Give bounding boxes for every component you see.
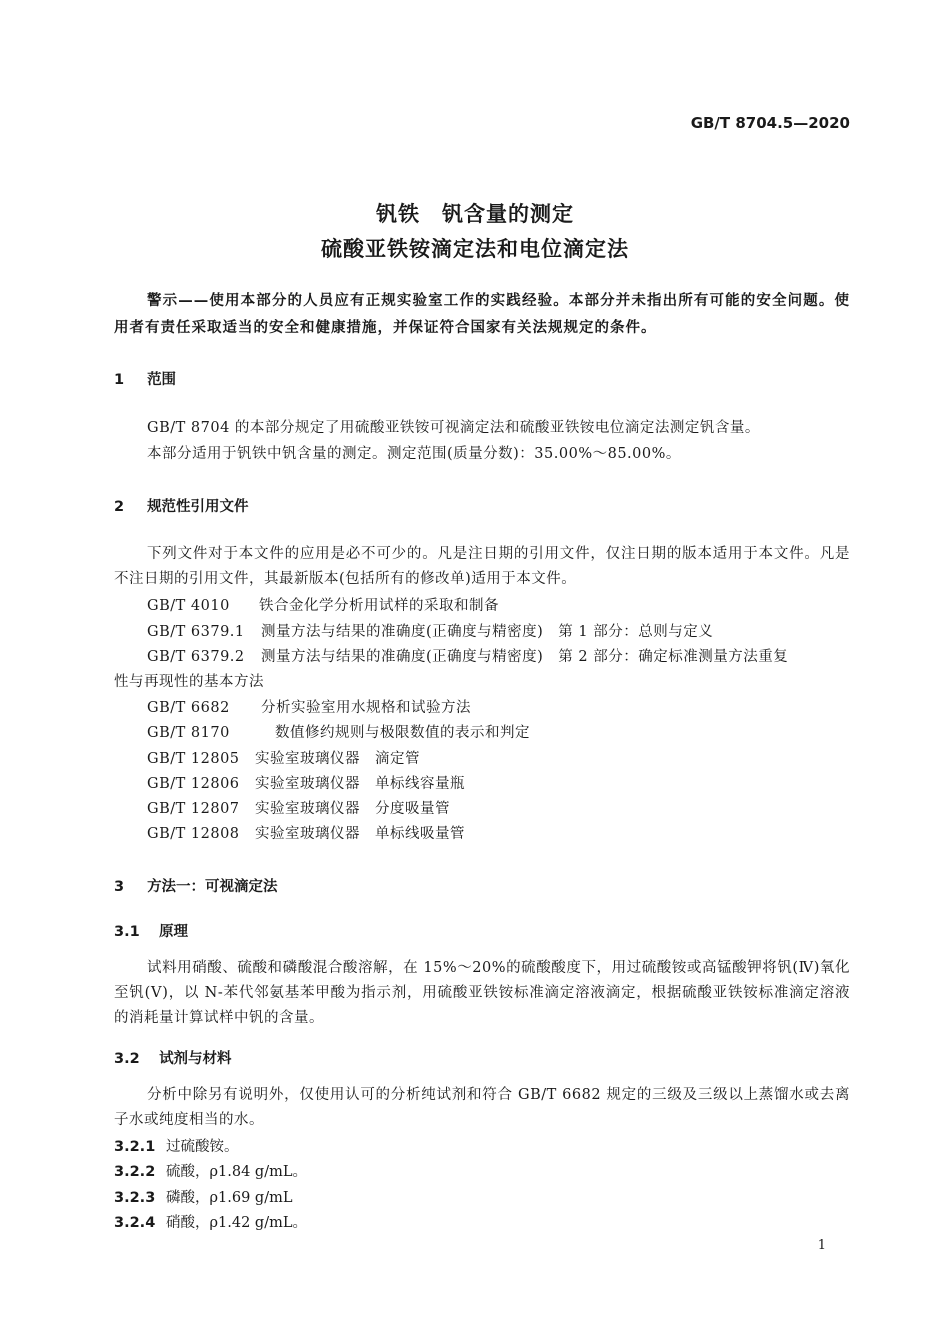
item-text: 硫酸，ρ1.84 g/mL。 xyxy=(166,1164,307,1180)
reagent-item xyxy=(114,1135,239,1156)
reference-item xyxy=(147,696,471,717)
reference-item xyxy=(147,721,530,742)
reference-title: 数值修约规则与极限数值的表示和判定 xyxy=(275,725,530,741)
section-number: 3 xyxy=(114,879,125,895)
section-1-heading xyxy=(114,368,176,389)
reference-code: GB/T 12807 xyxy=(147,801,240,817)
reference-code: GB/T 6682 xyxy=(147,700,230,716)
reference-item xyxy=(147,822,465,843)
reference-title: 实验室玻璃仪器 分度吸量管 xyxy=(255,801,450,817)
reference-item xyxy=(147,797,450,818)
scope-paragraph-2: 本部分适用于钒铁中钒含量的测定。测定范围(质量分数)：35.00%～85.00%。 xyxy=(147,446,681,462)
principle-paragraph: 试料用硝酸、硫酸和磷酸混合酸溶解，在 15%～20%的硫酸酸度下，用过硫酸铵或高锰酸钾将钒(Ⅳ)氧化至钒(Ⅴ)，以 N-苯代邻氨基苯甲酸为指示剂，用硫酸亚铁铵标准滴定溶液滴定，根据硫酸亚铁铵标准滴定溶液的消耗量计算试样中钒的含量。 xyxy=(114,960,850,1026)
section-title: 范围 xyxy=(147,372,177,388)
item-number: 3.2.3 xyxy=(114,1190,156,1206)
reference-title: 测量方法与结果的准确度(正确度与精密度) 第 1 部分：总则与定义 xyxy=(261,624,714,640)
reference-title: 实验室玻璃仪器 单标线容量瓶 xyxy=(255,776,465,792)
reference-code: GB/T 4010 xyxy=(147,598,230,614)
reference-title: 实验室玻璃仪器 滴定管 xyxy=(255,751,420,767)
reference-code: GB/T 8170 xyxy=(147,725,230,741)
reference-item xyxy=(147,620,713,641)
reagent-item xyxy=(114,1186,292,1207)
section-2-heading xyxy=(114,495,249,516)
reference-item-continuation: 性与再现性的基本方法 xyxy=(114,674,264,690)
item-number: 3.2.4 xyxy=(114,1215,156,1231)
section-number: 3.1 xyxy=(114,924,140,940)
section-number: 2 xyxy=(114,499,125,515)
reference-code: GB/T 6379.2 xyxy=(147,649,245,665)
section-title: 方法一：可视滴定法 xyxy=(147,879,278,895)
section-title: 试剂与材料 xyxy=(159,1051,232,1067)
item-number: 3.2.1 xyxy=(114,1139,156,1155)
page-number: 1 xyxy=(817,1238,826,1253)
reagent-item xyxy=(114,1211,307,1232)
item-text: 硝酸，ρ1.42 g/mL。 xyxy=(166,1215,307,1231)
reagents-intro: 分析中除另有说明外，仅使用认可的分析纯试剂和符合 GB/T 6682 规定的三级及三级以上蒸馏水或去离子水或纯度相当的水。 xyxy=(114,1087,850,1128)
section-3-heading xyxy=(114,875,278,896)
reference-item xyxy=(147,594,499,615)
reference-item xyxy=(147,645,788,666)
reference-title: 实验室玻璃仪器 单标线吸量管 xyxy=(255,826,465,842)
reference-title: 测量方法与结果的准确度(正确度与精密度) 第 2 部分：确定标准测量方法重复 xyxy=(261,649,789,665)
reference-title: 铁合金化学分析用试样的采取和制备 xyxy=(259,598,499,614)
section-3-1-heading xyxy=(114,920,188,941)
reference-item xyxy=(147,747,420,768)
document-title-line2: 硫酸亚铁铵滴定法和电位滴定法 xyxy=(321,237,629,261)
reference-code: GB/T 12805 xyxy=(147,751,240,767)
section-3-2-heading xyxy=(114,1047,232,1068)
section-title: 规范性引用文件 xyxy=(147,499,249,515)
reference-code: GB/T 6379.1 xyxy=(147,624,245,640)
scope-paragraph-1: GB/T 8704 的本部分规定了用硫酸亚铁铵可视滴定法和硫酸亚铁铵电位滴定法测定钒含量。 xyxy=(147,420,760,436)
reagent-item xyxy=(114,1160,307,1181)
item-number: 3.2.2 xyxy=(114,1164,156,1180)
reference-item xyxy=(147,772,465,793)
section-number: 1 xyxy=(114,372,125,388)
safety-warning: 警示——使用本部分的人员应有正规实验室工作的实践经验。本部分并未指出所有可能的安全问题。使用者有责任采取适当的安全和健康措施，并保证符合国家有关法规规定的条件。 xyxy=(114,293,850,336)
item-text: 过硫酸铵。 xyxy=(166,1139,239,1155)
references-intro: 下列文件对于本文件的应用是必不可少的。凡是注日期的引用文件，仅注日期的版本适用于本文件。凡是不注日期的引用文件，其最新版本(包括所有的修改单)适用于本文件。 xyxy=(114,546,850,587)
document-title-line1: 钒铁 钒含量的测定 xyxy=(376,202,574,226)
reference-code: GB/T 12806 xyxy=(147,776,240,792)
section-title: 原理 xyxy=(159,924,189,940)
standard-number: GB/T 8704.5—2020 xyxy=(690,114,850,132)
reference-title: 分析实验室用水规格和试验方法 xyxy=(261,700,471,716)
item-text: 磷酸，ρ1.69 g/mL xyxy=(166,1190,293,1206)
reference-code: GB/T 12808 xyxy=(147,826,240,842)
section-number: 3.2 xyxy=(114,1051,140,1067)
